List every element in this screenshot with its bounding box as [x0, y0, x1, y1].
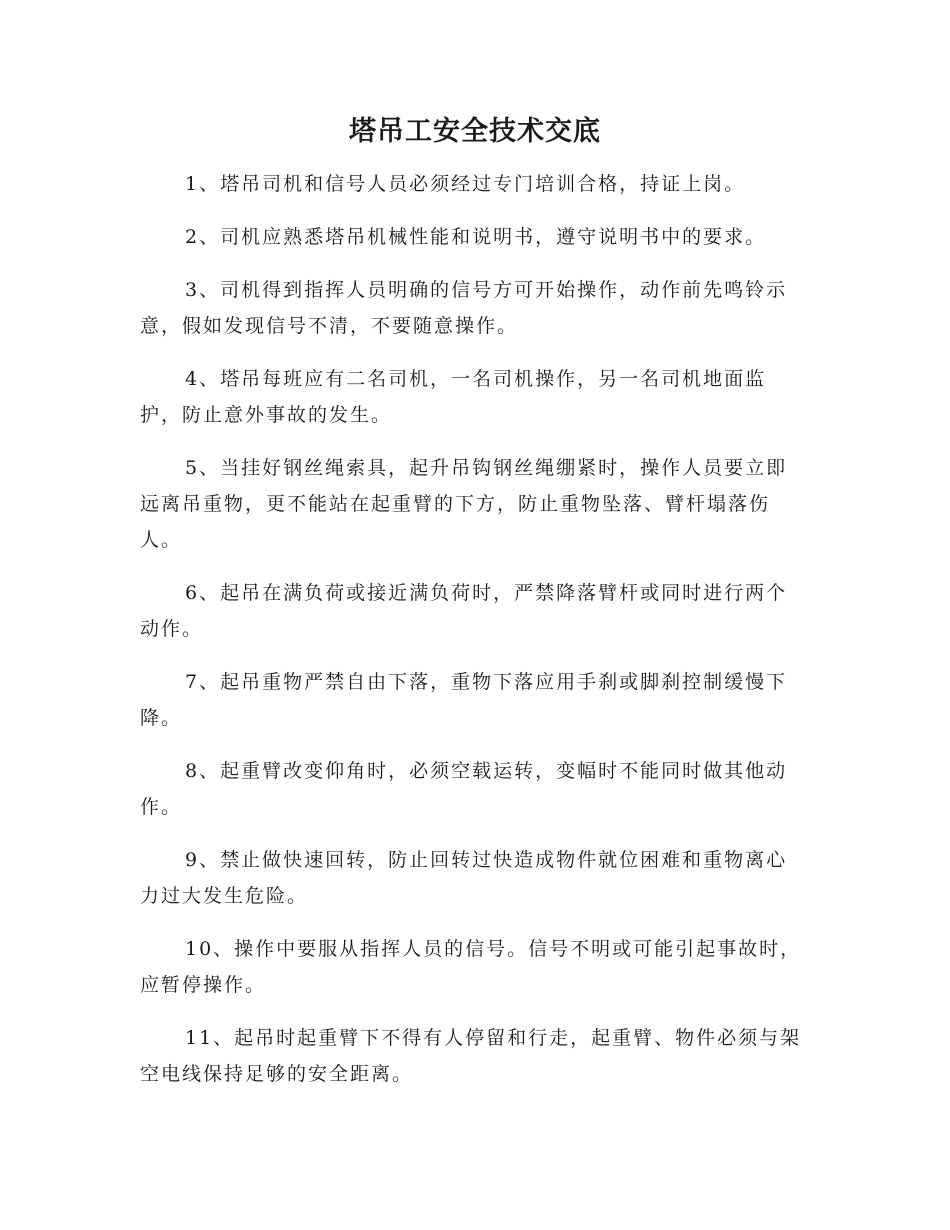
paragraph-3: 3、司机得到指挥人员明确的信号方可开始操作，动作前先鸣铃示意，假如发现信号不清，不要随意操作。 [140, 279, 788, 337]
paragraph-8: 8、起重臂改变仰角时，必须空载运转，变幅时不能同时做其他动作。 [140, 760, 788, 818]
paragraph-2: 2、司机应熟悉塔吊机械性能和说明书，遵守说明书中的要求。 [185, 226, 767, 248]
paragraph-6: 6、起吊在满负荷或接近满负荷时，严禁降落臂杆或同时进行两个动作。 [140, 582, 788, 640]
paragraph-11: 11、起吊时起重臂下不得有人停留和行走，起重臂、物件必须与架空电线保持足够的安全距离。 [140, 1027, 802, 1085]
document-body [140, 166, 808, 1109]
paragraph-9: 9、禁止做快速回转，防止回转过快造成物件就位困难和重物离心力过大发生危险。 [140, 849, 788, 907]
paragraph-7: 7、起吊重物严禁自由下落，重物下落应用手刹或脚刹控制缓慢下降。 [140, 671, 788, 729]
paragraph-1: 1、塔吊司机和信号人员必须经过专门培训合格，持证上岗。 [185, 173, 746, 195]
paragraph-5: 5、当挂好钢丝绳索具，起升吊钩钢丝绳绷紧时，操作人员要立即远离吊重物，更不能站在起重臂的下方，防止重物坠落、臂杆塌落伤人。 [140, 457, 788, 551]
paragraph-10: 10、操作中要服从指挥人员的信号。信号不明或可能引起事故时，应暂停操作。 [140, 938, 802, 996]
paragraph-4: 4、塔吊每班应有二名司机，一名司机操作，另一名司机地面监护，防止意外事故的发生。 [140, 368, 767, 426]
document-title: 塔吊工安全技术交底 [349, 116, 601, 147]
